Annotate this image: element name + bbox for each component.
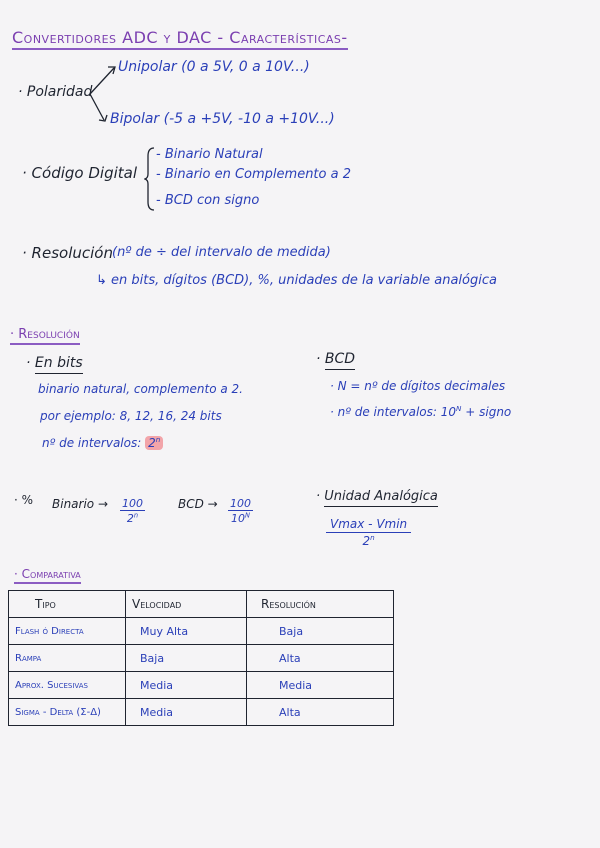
- codigo-item-1-text: Binario Natural: [164, 147, 263, 162]
- bcd-fraction-num: 100: [230, 497, 251, 510]
- header-tipo: Tipo: [9, 591, 126, 618]
- bcd-fraction-den: [228, 511, 253, 524]
- bits-line-3: [42, 437, 163, 449]
- table-row: [9, 618, 394, 645]
- polaridad-label: · Polaridad: [18, 84, 93, 100]
- bits-intervals-exp: n: [155, 435, 161, 444]
- bcd-fraction-den-exp: N: [245, 511, 250, 520]
- bcd-arrow-label: BCD →: [178, 497, 218, 511]
- bcd-line-1: · N = nº de dígitos decimales: [330, 379, 506, 393]
- percent-label: · %: [14, 493, 34, 507]
- row-2-velocidad: Baja: [126, 645, 247, 672]
- bcd-fraction: [228, 498, 253, 524]
- unidad-analogica-heading: · Unidad Analógica: [316, 490, 438, 503]
- ua-fraction-num: Vmax - Vmin: [326, 518, 411, 533]
- binario-fraction-den: [120, 511, 145, 524]
- row-2-resolucion: Alta: [247, 645, 394, 672]
- unidad-analogica-fraction: [326, 518, 411, 547]
- en-bits-heading: · En bits: [26, 356, 83, 370]
- header-resolucion: Resolución: [247, 591, 394, 618]
- resolucion-intro-label: · Resolución: [22, 244, 113, 262]
- codigo-item-2: - Binario en Complemento a 2: [156, 167, 351, 182]
- codigo-item-3: - BCD con signo: [156, 193, 260, 208]
- bits-intervals-highlight: [145, 436, 163, 450]
- codigo-item-2-text: Binario en Complemento a 2: [164, 167, 351, 182]
- row-4-velocidad: Media: [126, 699, 247, 726]
- binario-fraction-den-exp: n: [133, 511, 139, 520]
- table-row: [9, 699, 394, 726]
- ua-fraction-den-exp: n: [370, 533, 375, 542]
- bcd-line-2-value: 10: [440, 405, 457, 419]
- codigo-item-3-text: BCD con signo: [164, 193, 260, 208]
- resolucion-intro-def: (nº de ÷ del intervalo de medida): [112, 245, 331, 260]
- resolucion-intro-units: ↳ en bits, dígitos (BCD), %, unidades de la variable analógica: [96, 273, 497, 288]
- bcd-line-2-suffix: + signo: [465, 405, 512, 419]
- row-1-resolucion: Baja: [247, 618, 394, 645]
- comparativa-table: [8, 590, 394, 726]
- resolucion-heading-text: Resolución: [18, 327, 80, 342]
- percent-label-text: %: [21, 493, 34, 507]
- bits-line-2: por ejemplo: 8, 12, 16, 24 bits: [40, 409, 222, 423]
- table-row: [9, 672, 394, 699]
- resolucion-heading: · Resolución: [10, 328, 80, 345]
- row-4-tipo: Sigma - Delta (Σ-Δ): [9, 699, 126, 726]
- row-2-tipo: Rampa: [9, 645, 126, 672]
- bits-line-3-prefix: nº de intervalos:: [42, 436, 142, 450]
- row-3-tipo: Aprox. Sucesivas: [9, 672, 126, 699]
- bcd-heading-text: BCD: [325, 351, 355, 370]
- unidad-analogica-heading-text: Unidad Analógica: [324, 489, 438, 507]
- codigo-digital-label: · Código Digital: [22, 164, 138, 182]
- binario-arrow-label: Binario →: [52, 497, 109, 511]
- codigo-item-1: - Binario Natural: [156, 147, 263, 162]
- ua-fraction-den: [326, 533, 411, 547]
- table-header-row: [9, 591, 394, 618]
- unipolar-item: Unipolar (0 a 5V, 0 a 10V...): [118, 59, 310, 75]
- bcd-line-2: · nº de intervalos: $10^N$ + signo: [330, 404, 512, 419]
- bcd-line-1-text: N = nº de dígitos decimales: [337, 379, 506, 393]
- polaridad-text: Polaridad: [26, 84, 93, 100]
- bcd-fraction-den-base: 10: [231, 512, 246, 525]
- binario-fraction-den-base: 2: [126, 512, 134, 525]
- row-1-velocidad: Muy Alta: [126, 618, 247, 645]
- ua-fraction-den-base: 2: [362, 534, 371, 548]
- row-3-velocidad: Media: [126, 672, 247, 699]
- bcd-heading: · BCD: [316, 352, 355, 366]
- bits-intervals-value: 2: [148, 436, 156, 450]
- comparativa-heading: · Comparativa: [14, 568, 81, 584]
- codigo-digital-text: Código Digital: [31, 164, 138, 182]
- row-3-resolucion: Media: [247, 672, 394, 699]
- page-title: Convertidores ADC y DAC - Características-: [12, 30, 348, 50]
- row-4-resolucion: Alta: [247, 699, 394, 726]
- bcd-line-2-exp: N: [456, 404, 462, 413]
- header-velocidad: Velocidad: [126, 591, 247, 618]
- bcd-line-2-prefix: nº de intervalos:: [337, 405, 437, 419]
- binario-fraction: [120, 498, 145, 524]
- codigo-brace: [144, 146, 156, 212]
- comparativa-heading-text: Comparativa: [21, 567, 81, 581]
- bits-line-1: binario natural, complemento a 2.: [38, 382, 243, 396]
- row-1-tipo: Flash ó Directa: [9, 618, 126, 645]
- en-bits-heading-text: En bits: [35, 355, 83, 374]
- binario-fraction-num: 100: [122, 497, 143, 510]
- resolucion-intro-text: Resolución: [31, 244, 113, 262]
- table-row: [9, 645, 394, 672]
- bipolar-item: Bipolar (-5 a +5V, -10 a +10V...): [110, 111, 335, 127]
